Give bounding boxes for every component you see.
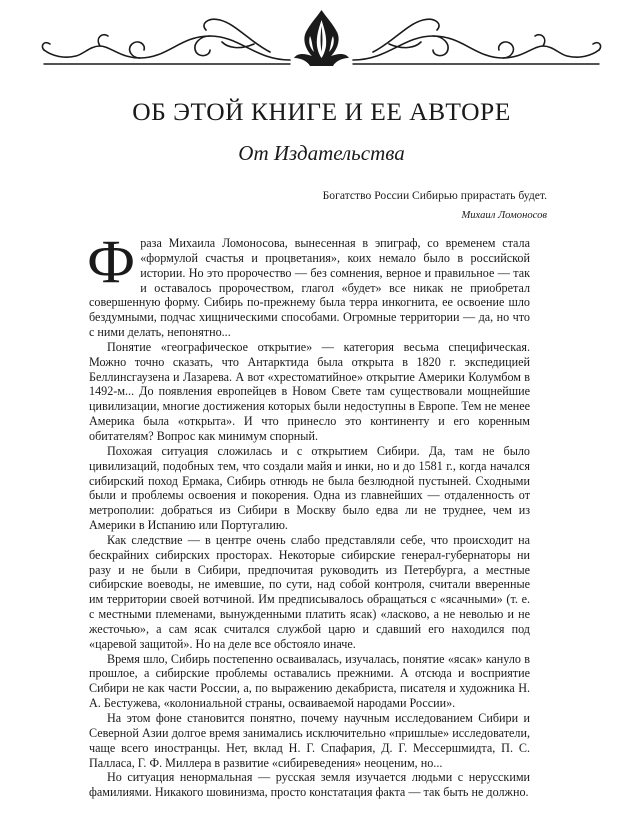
paragraph-5: Время шло, Сибирь постепенно осваивалась, изучалась, понятие «ясак» кануло в прошлое, а сибирские проблемы оставались прежними. А отсюда и восприятие Сибири не как части России, а, по выражению декабриста, писателя и художника Н. А. Бестужева, «колониальной страны, осваиваемой народами России».: [89, 651, 530, 711]
paragraph-1: [87, 229, 530, 340]
drop-cap: Ф: [87, 229, 136, 296]
paragraph-6: На этом фоне становится понятно, почему научным исследованием Сибири и Северной Азии долгое время занимались исключительно «пришлые» исследователи, чаще всего иностранцы. Нет, вклад Н. Г. Спафария, Д. Г. Мессершмидта, П. С. Палласа, Г. Ф. Миллера в развитие «сибиреведения» неоценим, но...: [89, 711, 530, 770]
paragraph-4: Как следствие — в центре очень слабо представляли себе, что происходит на бескрайних сибирских просторах. Некоторые сибирские генерал-губернаторы ни разу и не были в Сибири, предпочитая руководить из Петербурга, а местные сибирские воеводы, не имевшие, по сути, над собой контроля, считали вверенные им территории своей вотчиной. Им предписывалось обращаться с «ясачными» (т. е. с местными племенами, вынужденными платить ясак) «ласково, а не неволью и не жесточью», а сам ясак считался службой царю и сдавший его находился под «царевой защитой». Но на деле все обстояло иначе.: [89, 532, 530, 651]
paragraph-3: Похожая ситуация сложилась и с открытием Сибири. Да, там не было цивилизаций, подобных тем, что создали майя и инки, но и до 1581 г., когда начался сибирский поход Ермака, Сибирь отнюдь не была безлюдной пустыней. Сходными были и проблемы освоения и покорения. Одна из главнейших — отдаленность от метрополии: добраться из Сибири в Москву было едва ли не труднее, чем из Америки в Испанию или Португалию.: [89, 443, 530, 533]
page-title: ОБ ЭТОЙ КНИГЕ И ЕЕ АВТОРЕ: [132, 97, 511, 126]
decorative-ornament-header: [40, 6, 603, 68]
epigraph-author: Михаил Ломоносов: [461, 210, 547, 221]
body-text: [87, 229, 530, 800]
epigraph-text: Богатство России Сибирью прирастать будет.: [322, 189, 547, 202]
paragraph-1-text: раза Михаила Ломоносова, вынесенная в эпиграф, со временем стала «формулой счастья и процветания», коих немало было в российской истории. Но это пророчество — без сомнения, верное и правильное — так и оставалось пророчеством, глагол «будет» все никак не приобретал совершенную форму. Сибирь по-прежнему была терра инкогнита, ее освоение шло бездумными, подчас хищническими способами. Огромные территории — да, но что с ними делать, непонятно...: [89, 236, 530, 340]
paragraph-7: Но ситуация ненормальная — русская земля изучается людьми с нерусскими фамилиями. Никакого шовинизма, просто констатация факта — так быть не должно.: [89, 770, 530, 800]
page-subtitle: От Издательства: [238, 141, 405, 165]
paragraph-2: Понятие «географическое открытие» — категория весьма специфическая. Можно точно сказать, что Антарктида была открыта в 1820 г. экспедицией Беллинсгаузена и Лазарева. А вот «хрестоматийное» открытие Америки Колумбом в 1492-м... До появления европейцев в Новом Свете там существовали мощнейшие цивилизации, многие достижения которых были недоступны в Европе. Тем не менее Америка была «открыта». И что принесло это континенту и его коренным обитателям? Вопрос как минимум спорный.: [89, 339, 530, 443]
